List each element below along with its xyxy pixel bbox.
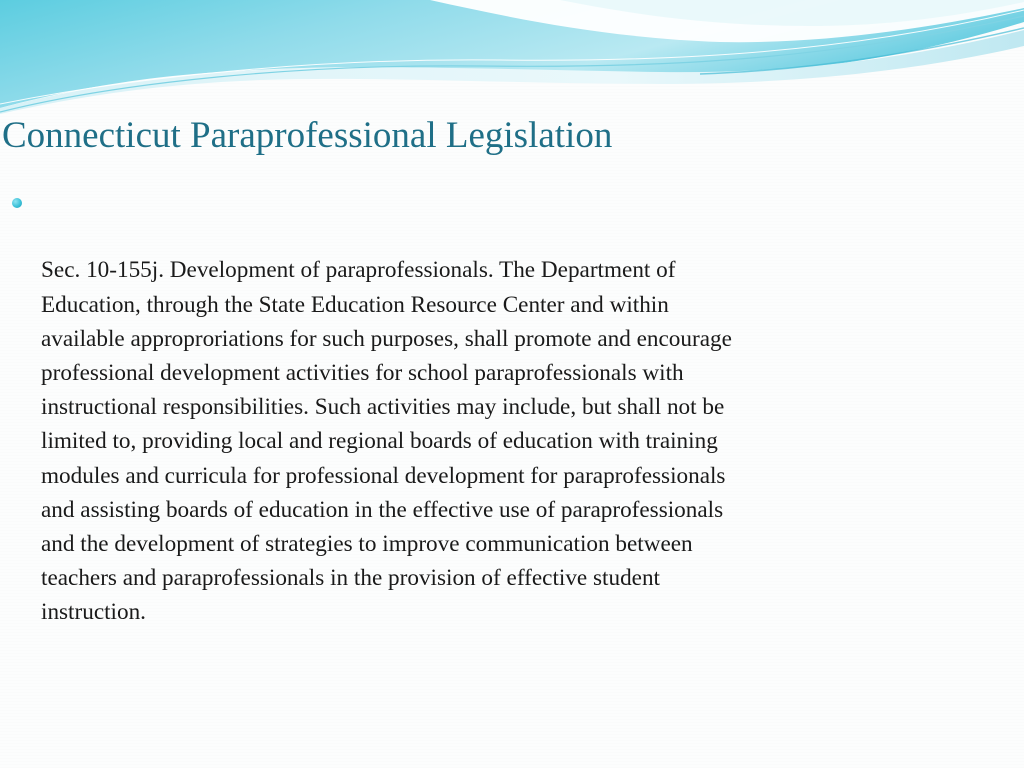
- wave-banner-decoration: [0, 0, 1024, 120]
- bullet-dot-icon: [12, 198, 22, 208]
- slide-title: Connecticut Paraprofessional Legislation: [2, 115, 613, 156]
- bullet-text: Sec. 10-155j. Development of paraprofessionals. The Department of Education, through the State Education Resource Center and within available approproriations for such purposes, shall promote and encourage professional development activities for school paraprofessionals with instructional responsibilities. Such activities may include, but shall not be limited to, providing local and regional boards of education with training modules and curricula for professional development for paraprofessionals and assisting boards of education in the effective use of paraprofessionals and the development of strategies to improve communication between teachers and paraprofessionals in the provision of effective student instruction.: [41, 257, 732, 626]
- bullet-item: [10, 185, 890, 630]
- bullet-list: [10, 185, 890, 630]
